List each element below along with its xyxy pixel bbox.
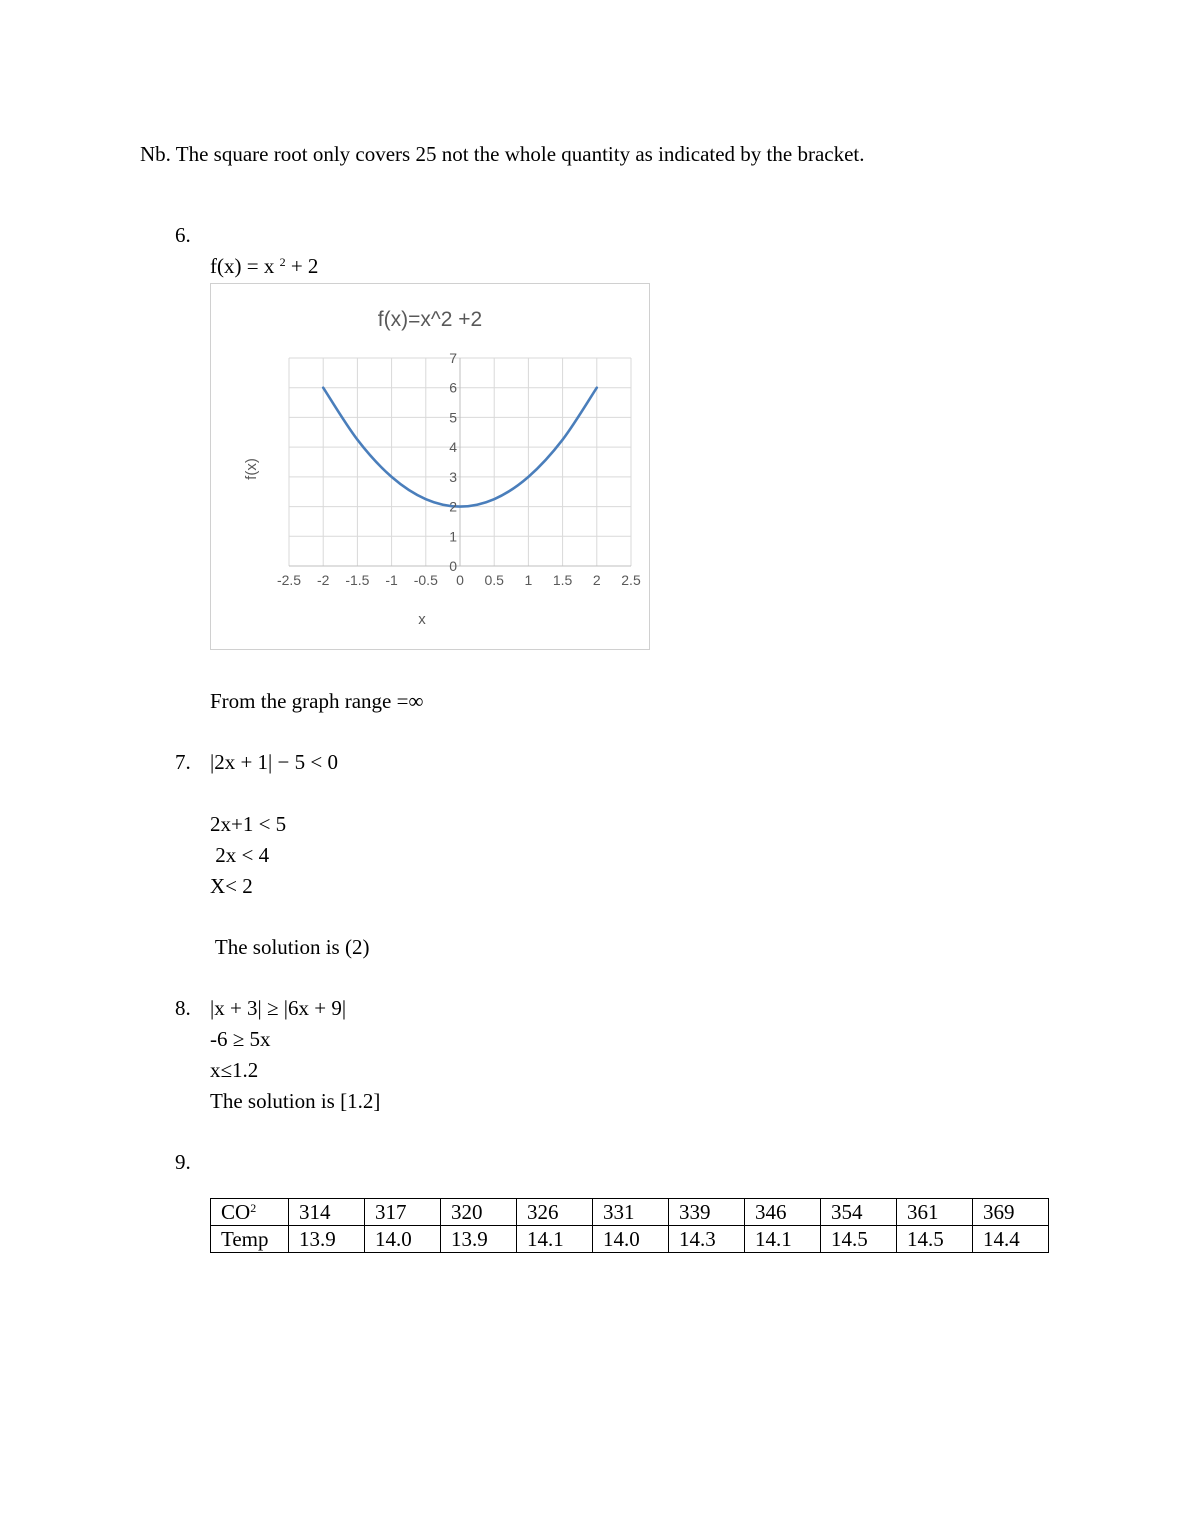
question-7-step: 2x < 4 [210,843,270,867]
table-cell: 14.1 [517,1226,593,1253]
question-6-function [210,253,318,279]
y-tick-label: 5 [449,409,457,426]
table-cell: 14.5 [897,1226,973,1253]
x-tick-label: -0.5 [413,572,438,588]
x-tick-label: -1.5 [345,572,370,588]
question-7-step: 2x+1 < 5 [210,812,287,836]
parabola-chart [211,284,649,649]
table-cell: 14.1 [745,1226,821,1253]
x-tick-label: 1 [524,572,533,588]
table-row-co2 [211,1199,1049,1226]
y-tick-label: 1 [449,528,457,545]
question-9-number: 9. [175,1150,191,1174]
table-row-label [211,1199,289,1226]
x-tick-label: 2 [592,572,601,588]
note-text: Nb. The square root only covers 25 not the whole quantity as indicated by the bracket. [140,142,865,166]
chart-title: f(x)=x^2 +2 [377,308,483,331]
table-cell: 326 [517,1199,593,1226]
y-tick-label: 7 [449,350,457,366]
table-cell: 369 [973,1199,1049,1226]
x-tick-label: 0 [456,572,464,588]
table-cell: 14.4 [973,1226,1049,1253]
table-cell: 14.3 [669,1226,745,1253]
question-7-solution: The solution is (2) [210,935,370,959]
question-7-number: 7. [175,750,191,774]
x-tick-label: 1.5 [552,572,573,588]
co2-temp-table [210,1198,1049,1253]
x-tick-label: -2.5 [276,572,302,588]
table-cell: 339 [669,1199,745,1226]
table-row-label: Temp [211,1226,289,1253]
question-8-problem: |x + 3| ≥ |6x + 9| [210,996,347,1020]
question-8-solution: The solution is [1.2] [210,1089,381,1113]
table-cell: 331 [593,1199,669,1226]
co2-label-sup: 2 [250,1201,257,1215]
y-tick-label: 0 [449,558,457,574]
y-axis-label: f(x) [243,458,260,480]
table-cell: 317 [365,1199,441,1226]
x-tick-label: -1 [385,572,398,588]
table-cell: 13.9 [441,1226,517,1253]
question-6-range: From the graph range =∞ [210,689,424,713]
question-7-step: X< 2 [210,874,253,898]
table-cell: 354 [821,1199,897,1226]
table-cell: 361 [897,1199,973,1226]
chart-container [210,283,650,650]
axes [289,358,631,566]
x-axis-label: x [418,611,426,628]
labels [243,308,641,628]
y-tick-label: 3 [449,468,457,485]
question-7-problem: |2x + 1| − 5 < 0 [210,750,338,774]
y-tick-label: 2 [449,498,457,515]
table-cell: 314 [289,1199,365,1226]
function-base: f(x) = x [210,254,280,278]
function-exponent: 2 [279,255,286,269]
table-cell: 13.9 [289,1226,365,1253]
x-tick-label: -2 [316,572,330,588]
x-tick-label: 2.5 [621,572,641,588]
table-cell: 14.0 [593,1226,669,1253]
table-cell: 14.0 [365,1226,441,1253]
y-tick-label: 4 [449,439,457,456]
question-8-number: 8. [175,996,191,1020]
x-tick-label: 0.5 [484,572,504,588]
table-cell: 14.5 [821,1226,897,1253]
question-8-step: x≤1.2 [210,1058,259,1082]
table-row-temp [211,1226,1049,1253]
question-6-number: 6. [175,223,191,247]
function-tail: + 2 [285,254,319,278]
co2-label: CO [221,1200,251,1224]
question-8-step: -6 ≥ 5x [210,1027,271,1051]
table-cell: 320 [441,1199,517,1226]
table-cell: 346 [745,1199,821,1226]
y-tick-label: 6 [449,379,457,396]
